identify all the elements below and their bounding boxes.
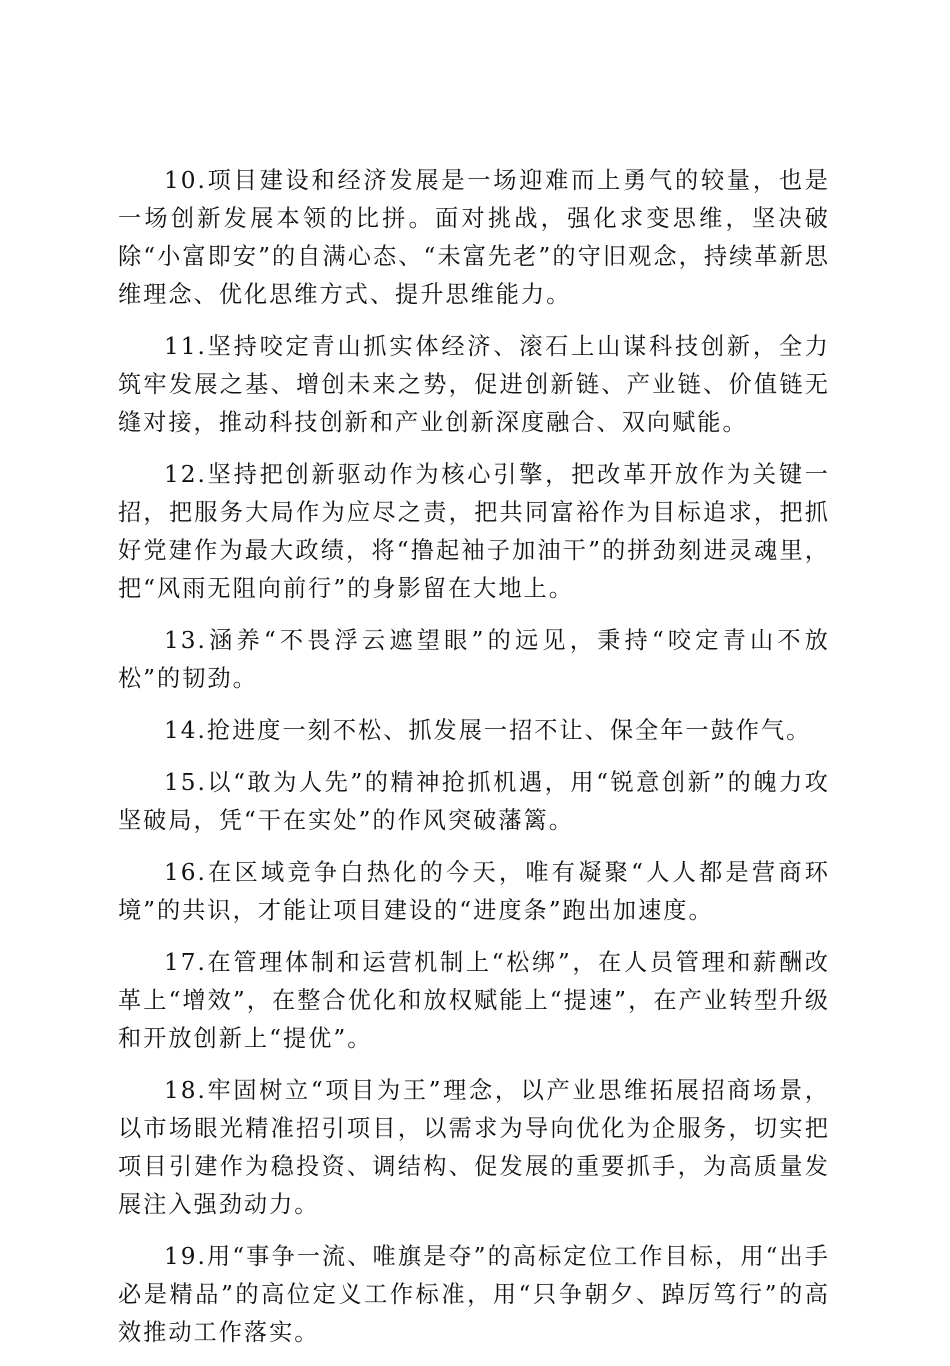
document-body xyxy=(118,162,830,1366)
paragraph-13: 13.涵养“不畏浮云遮望眼”的远见，秉持“咬定青山不放松”的韧劲。 xyxy=(118,627,830,692)
paragraph-16: 16.在区域竞争白热化的今天，唯有凝聚“人人都是营商环境”的共识，才能让项目建设的“进度条”跑出加速度。 xyxy=(118,859,830,924)
paragraph-10: 10.项目建设和经济发展是一场迎难而上勇气的较量，也是一场创新发展本领的比拼。面对挑战，强化求变思维，坚决破除“小富即安”的自满心态、“未富先老”的守旧观念，持续革新思维理念、优化思维方式、提升思维能力。 xyxy=(118,167,830,308)
paragraph-18: 18.牢固树立“项目为王”理念，以产业思维拓展招商场景，以市场眼光精准招引项目，以需求为导向优化为企服务，切实把项目引建作为稳投资、调结构、促发展的重要抓手，为高质量发展注入强劲动力。 xyxy=(118,1077,830,1218)
paragraph-14: 14.抢进度一刻不松、抓发展一招不让、保全年一鼓作气。 xyxy=(164,717,812,744)
paragraph-12: 12.坚持把创新驱动作为核心引擎，把改革开放作为关键一招，把服务大局作为应尽之责，把共同富裕作为目标追求，把抓好党建作为最大政绩，将“撸起袖子加油干”的拼劲刻进灵魂里，把“风雨无阻向前行”的身影留在大地上。 xyxy=(118,461,830,602)
paragraph-11: 11.坚持咬定青山抓实体经济、滚石上山谋科技创新，全力筑牢发展之基、增创未来之势，促进创新链、产业链、价值链无缝对接，推动科技创新和产业创新深度融合、双向赋能。 xyxy=(118,333,830,436)
paragraph-19: 19.用“事争一流、唯旗是夺”的高标定位工作目标，用“出手必是精品”的高位定义工作标准，用“只争朝夕、踔厉笃行”的高效推动工作落实。 xyxy=(118,1243,830,1346)
paragraph-17: 17.在管理体制和运营机制上“松绑”，在人员管理和薪酬改革上“增效”，在整合优化和放权赋能上“提速”，在产业转型升级和开放创新上“提优”。 xyxy=(118,949,830,1052)
paragraph-15: 15.以“敢为人先”的精神抢抓机遇，用“锐意创新”的魄力攻坚破局，凭“干在实处”的作风突破藩篱。 xyxy=(118,769,830,834)
